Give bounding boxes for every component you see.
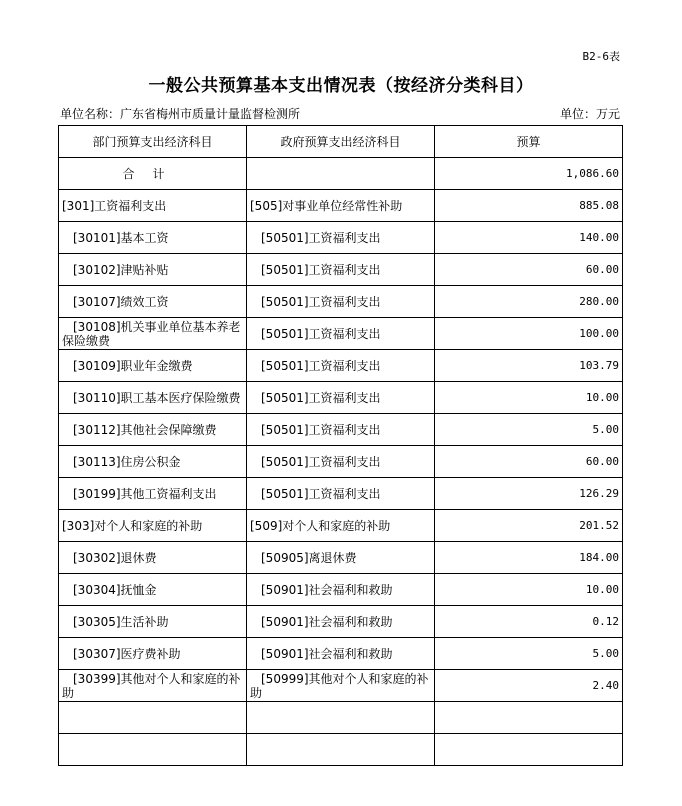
budget-amount-cell: 60.00 (435, 254, 623, 286)
table-row (59, 478, 623, 510)
table-row (59, 574, 623, 606)
table-header-row (59, 126, 623, 158)
blank-cell (435, 702, 623, 734)
dept-subject-cell: [301]工资福利支出 (59, 190, 247, 222)
dept-subject-cell: [30109]职业年金缴费 (59, 350, 247, 382)
dept-subject-cell: [30304]抚恤金 (59, 574, 247, 606)
total-label: 合计 (59, 158, 247, 190)
gov-subject-cell: [50901]社会福利和救助 (247, 606, 435, 638)
blank-cell (59, 702, 247, 734)
column-header-budget: 预算 (435, 126, 623, 158)
budget-table (58, 125, 623, 766)
budget-amount-cell: 10.00 (435, 574, 623, 606)
budget-amount-cell: 885.08 (435, 190, 623, 222)
budget-amount-cell: 184.00 (435, 542, 623, 574)
table-row (59, 670, 623, 702)
budget-amount-cell: 2.40 (435, 670, 623, 702)
table-row (59, 350, 623, 382)
budget-amount-cell: 0.12 (435, 606, 623, 638)
dept-subject-cell: [30112]其他社会保障缴费 (59, 414, 247, 446)
table-row (59, 606, 623, 638)
gov-subject-cell: [505]对事业单位经常性补助 (247, 190, 435, 222)
table-body (59, 158, 623, 766)
gov-subject-cell: [50501]工资福利支出 (247, 318, 435, 350)
table-row (59, 414, 623, 446)
gov-subject-cell: [50501]工资福利支出 (247, 414, 435, 446)
unit-label: 单位：万元 (559, 107, 620, 121)
gov-subject-cell: [50901]社会福利和救助 (247, 574, 435, 606)
dept-subject-cell: [30302]退休费 (59, 542, 247, 574)
total-gov-empty (247, 158, 435, 190)
dept-subject-cell: [30199]其他工资福利支出 (59, 478, 247, 510)
total-amount: 1,086.60 (435, 158, 623, 190)
gov-subject-cell: [50501]工资福利支出 (247, 254, 435, 286)
unit-name: 单位名称：广东省梅州市质量计量监督检测所 (60, 107, 301, 121)
table-row (59, 542, 623, 574)
column-header-dept: 部门预算支出经济科目 (59, 126, 247, 158)
table-row (59, 638, 623, 670)
dept-subject-cell: [30108]机关事业单位基本养老保险缴费 (59, 318, 247, 350)
dept-subject-cell: [30307]医疗费补助 (59, 638, 247, 670)
budget-amount-cell: 5.00 (435, 638, 623, 670)
blank-cell (247, 734, 435, 766)
gov-subject-cell: [50905]离退休费 (247, 542, 435, 574)
table-row (59, 382, 623, 414)
dept-subject-cell: [30113]住房公积金 (59, 446, 247, 478)
gov-subject-cell: [509]对个人和家庭的补助 (247, 510, 435, 542)
table-row (59, 510, 623, 542)
total-row (59, 158, 623, 190)
blank-cell (435, 734, 623, 766)
dept-subject-cell: [30102]津贴补贴 (59, 254, 247, 286)
budget-amount-cell: 126.29 (435, 478, 623, 510)
form-code: B2-6表 (582, 50, 620, 63)
gov-subject-cell: [50501]工资福利支出 (247, 286, 435, 318)
budget-amount-cell: 201.52 (435, 510, 623, 542)
page-title: 一般公共预算基本支出情况表（按经济分类科目） (148, 76, 534, 96)
budget-amount-cell: 280.00 (435, 286, 623, 318)
table-row (59, 286, 623, 318)
column-header-gov: 政府预算支出经济科目 (247, 126, 435, 158)
table-row (59, 254, 623, 286)
dept-subject-cell: [30305]生活补助 (59, 606, 247, 638)
dept-subject-cell: [303]对个人和家庭的补助 (59, 510, 247, 542)
gov-subject-cell: [50501]工资福利支出 (247, 446, 435, 478)
gov-subject-cell: [50501]工资福利支出 (247, 478, 435, 510)
dept-subject-cell: [30110]职工基本医疗保险缴费 (59, 382, 247, 414)
budget-amount-cell: 10.00 (435, 382, 623, 414)
budget-amount-cell: 100.00 (435, 318, 623, 350)
dept-subject-cell: [30101]基本工资 (59, 222, 247, 254)
table-row (59, 446, 623, 478)
gov-subject-cell: [50901]社会福利和救助 (247, 638, 435, 670)
budget-amount-cell: 140.00 (435, 222, 623, 254)
table-row (59, 190, 623, 222)
dept-subject-cell: [30107]绩效工资 (59, 286, 247, 318)
gov-subject-cell: [50999]其他对个人和家庭的补助 (247, 670, 435, 702)
table-row (59, 318, 623, 350)
gov-subject-cell: [50501]工资福利支出 (247, 382, 435, 414)
gov-subject-cell: [50501]工资福利支出 (247, 350, 435, 382)
blank-row (59, 702, 623, 734)
table-row (59, 222, 623, 254)
budget-amount-cell: 5.00 (435, 414, 623, 446)
blank-cell (59, 734, 247, 766)
dept-subject-cell: [30399]其他对个人和家庭的补助 (59, 670, 247, 702)
budget-amount-cell: 103.79 (435, 350, 623, 382)
gov-subject-cell: [50501]工资福利支出 (247, 222, 435, 254)
blank-row (59, 734, 623, 766)
budget-amount-cell: 60.00 (435, 446, 623, 478)
blank-cell (247, 702, 435, 734)
